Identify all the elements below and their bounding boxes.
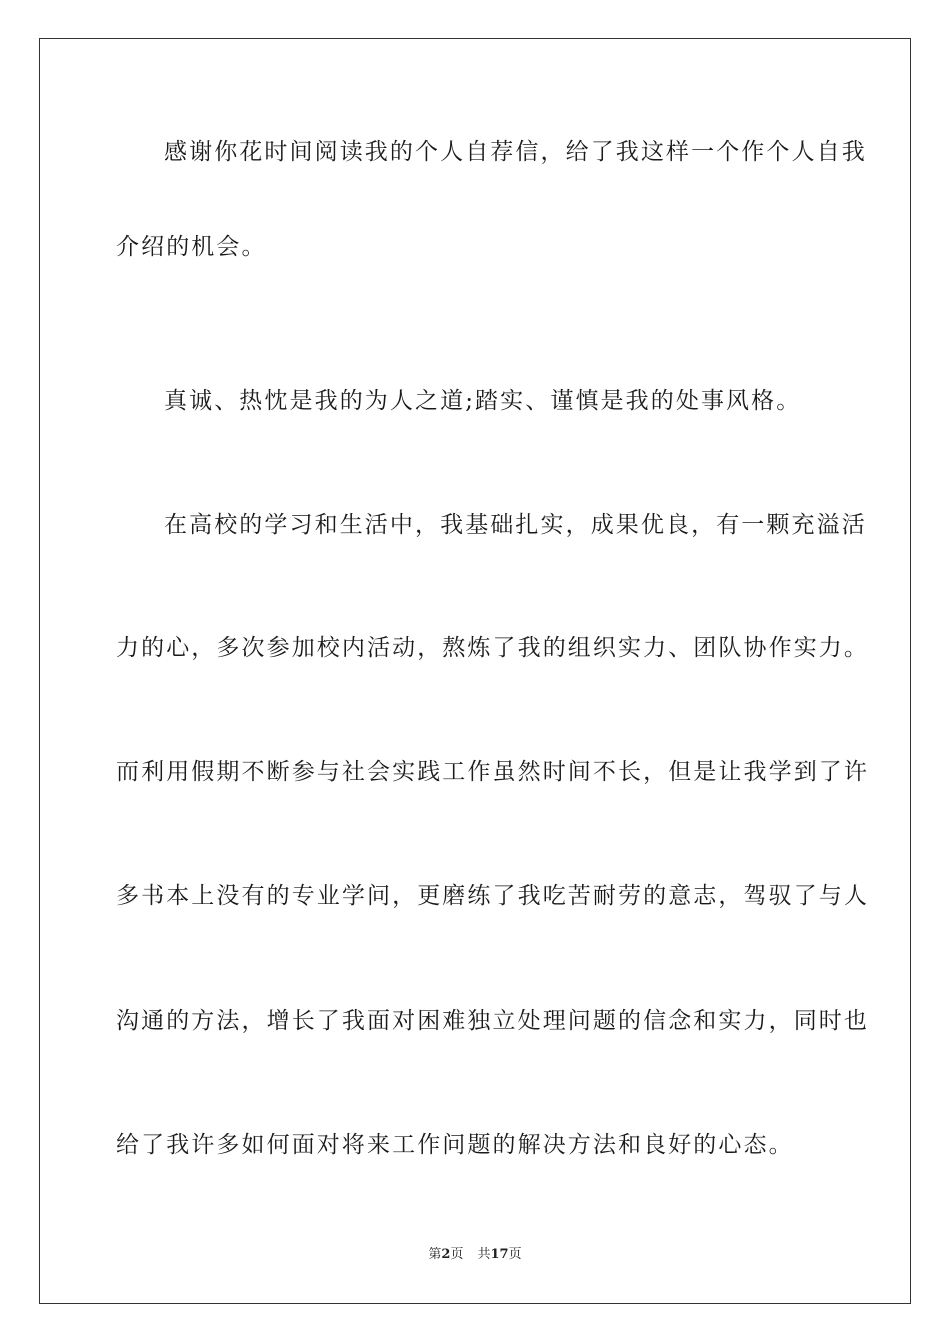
total-prefix: 共 bbox=[477, 1247, 491, 1262]
total-suffix: 页 bbox=[508, 1247, 522, 1262]
page-number: 2 bbox=[441, 1247, 451, 1262]
page-footer bbox=[0, 1246, 950, 1264]
text-line: 介绍的机会。 bbox=[116, 234, 267, 260]
text-line: 沟通的方法，增长了我面对困难独立处理问题的信念和实力，同时也 bbox=[116, 1008, 869, 1034]
text-line: 而利用假期不断参与社会实践工作虽然时间不长，但是让我学到了许 bbox=[116, 759, 869, 785]
text-line: 在高校的学习和生活中，我基础扎实，成果优良，有一颗充溢活 bbox=[164, 512, 867, 538]
total-pages: 17 bbox=[490, 1247, 509, 1262]
text-line: 给了我许多如何面对将来工作问题的解决方法和良好的心态。 bbox=[116, 1132, 794, 1158]
text-line: 力的心，多次参加校内活动，熬炼了我的组织实力、团队协作实力。 bbox=[116, 635, 869, 661]
text-line: 多书本上没有的专业学问，更磨练了我吃苦耐劳的意志，驾驭了与人 bbox=[116, 883, 869, 909]
text-line: 真诚、热忱是我的为人之道;踏实、谨慎是我的处事风格。 bbox=[164, 388, 802, 414]
page-border bbox=[39, 38, 911, 1304]
page-prefix: 第 bbox=[428, 1247, 442, 1262]
page-suffix: 页 bbox=[450, 1247, 464, 1262]
text-line: 感谢你花时间阅读我的个人自荐信，给了我这样一个作个人自我 bbox=[164, 139, 867, 165]
